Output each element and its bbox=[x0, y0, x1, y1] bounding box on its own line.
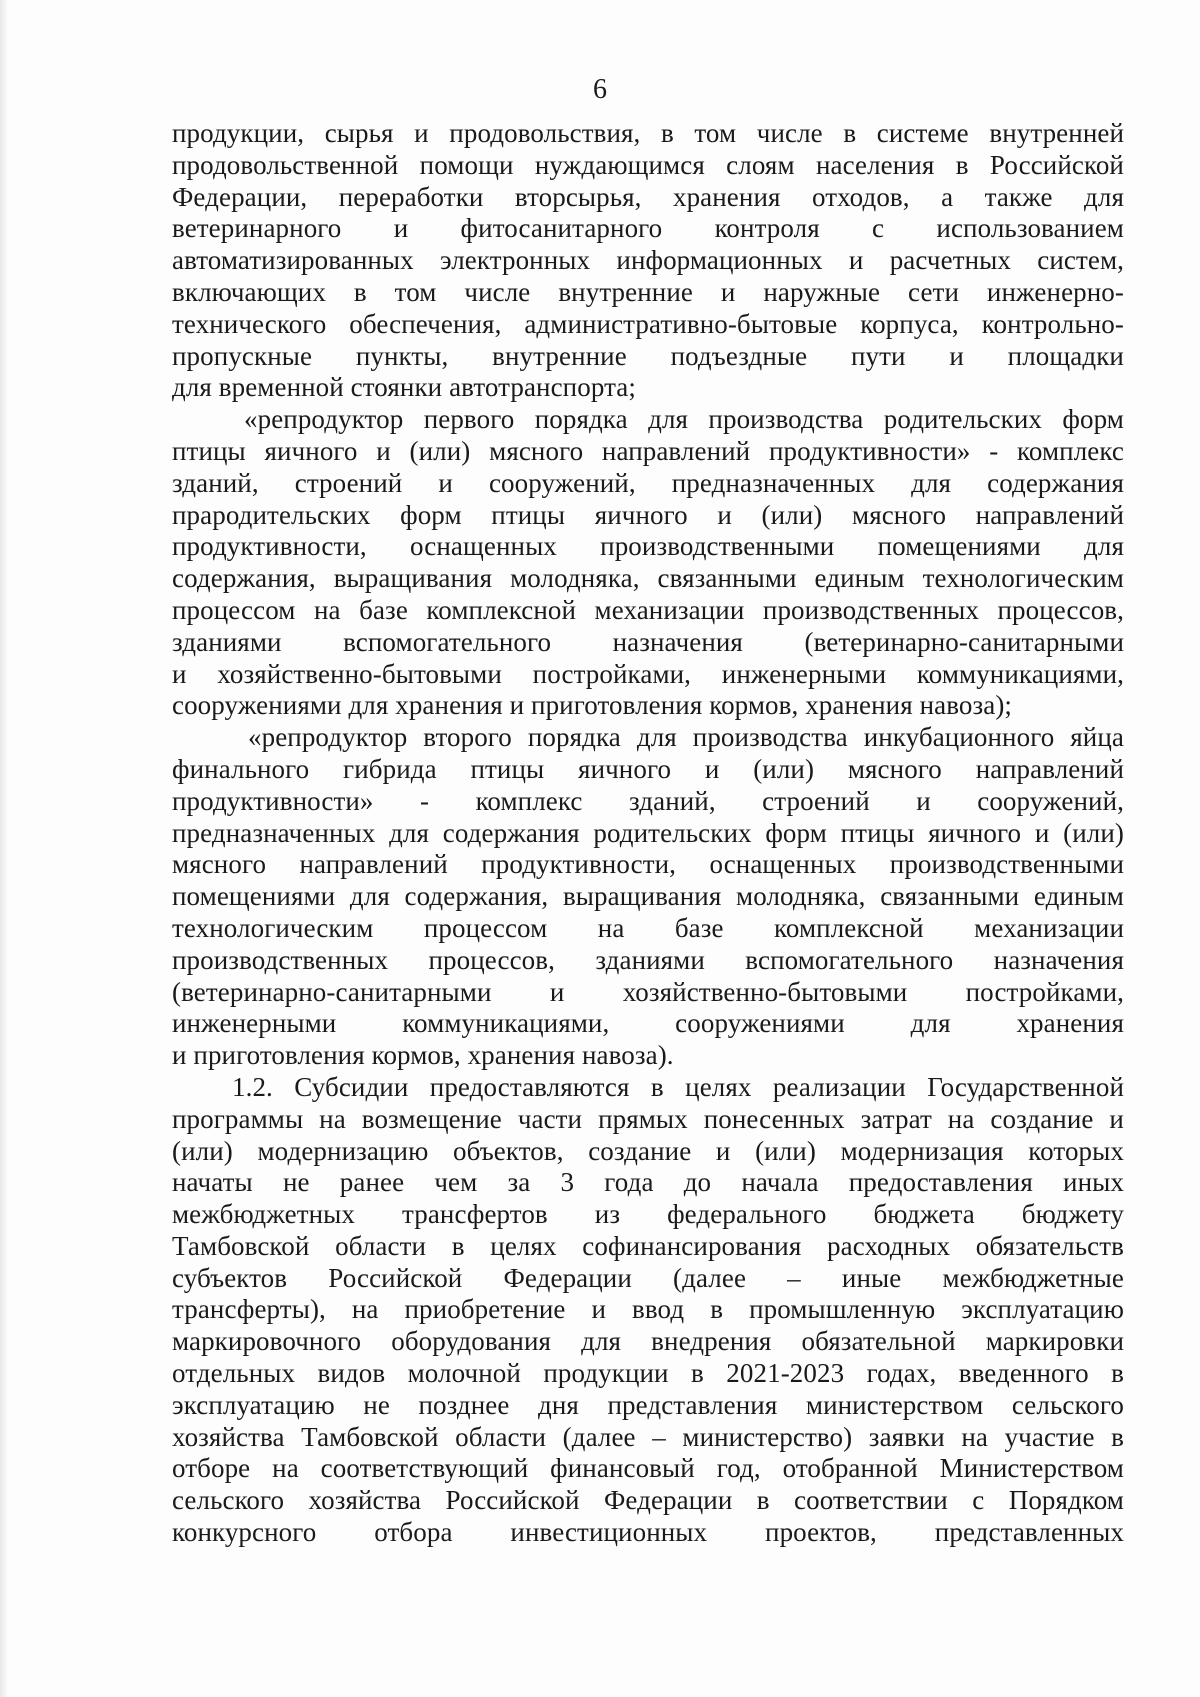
text-line: предназначенных для содержания родительских форм птицы яичного и (или) bbox=[172, 817, 1124, 848]
text-line: технологическим процессом на базе комплексной механизации bbox=[172, 912, 1124, 943]
text-line: продукции, сырья и продовольствия, в том числе в системе внутренней bbox=[172, 118, 1124, 148]
text-line: для временной стоянки автотранспорта; bbox=[172, 372, 636, 403]
text-line: пропускные пункты, внутренние подъездные пути и площадки bbox=[172, 340, 1124, 371]
text-line: 1.2. Субсидии предоставляются в целях реализации Государственной bbox=[232, 1071, 1124, 1102]
text-line: продуктивности, оснащенных производственными помещениями для bbox=[172, 531, 1124, 562]
text-line: и хозяйственно-бытовыми постройками, инженерными коммуникациями, bbox=[172, 658, 1124, 689]
text-line: эксплуатацию не позднее дня представления министерством сельского bbox=[172, 1389, 1124, 1420]
text-line: содержания, выращивания молодняка, связанными единым технологическим bbox=[172, 563, 1124, 594]
text-line: сельского хозяйства Российской Федерации в соответствии с Порядком bbox=[172, 1485, 1124, 1516]
text-line: помещениями для содержания, выращивания молодняка, связанными единым bbox=[172, 881, 1124, 912]
text-line: птицы яичного и (или) мясного направлений продуктивности» - комплекс bbox=[172, 435, 1124, 466]
text-line: субъектов Российской Федерации (далее – иные межбюджетные bbox=[172, 1262, 1124, 1293]
text-line: трансферты), на приобретение и ввод в промышленную эксплуатацию bbox=[172, 1294, 1124, 1325]
text-line: технического обеспечения, административно-бытовые корпуса, контрольно- bbox=[172, 308, 1124, 339]
text-line: финального гибрида птицы яичного и (или) мясного направлений bbox=[172, 753, 1124, 784]
text-line: межбюджетных трансфертов из федерального бюджета бюджету bbox=[172, 1199, 1124, 1230]
text-line: автоматизированных электронных информационных и расчетных систем, bbox=[172, 245, 1124, 276]
paragraph-1-2-subsidies bbox=[172, 1072, 1124, 1549]
text-line: процессом на базе комплексной механизации производственных процессов, bbox=[172, 594, 1124, 625]
text-line: производственных процессов, зданиями вспомогательного назначения bbox=[172, 944, 1124, 975]
paragraph-reproducer-second-order bbox=[172, 722, 1124, 1072]
text-line: ветеринарного и фитосанитарного контроля с использованием bbox=[172, 213, 1124, 244]
text-line: и приготовления кормов, хранения навоза). bbox=[172, 1040, 674, 1071]
text-line: Федерации, переработки вторсырья, хранения отходов, а также для bbox=[172, 181, 1124, 212]
paragraph-reproducer-first-order bbox=[172, 404, 1124, 722]
text-line: «репродуктор второго порядка для производства инкубационного яйца bbox=[248, 722, 1124, 753]
page-number: 6 bbox=[593, 74, 607, 105]
text-line: (ветеринарно-санитарными и хозяйственно-бытовыми постройками, bbox=[172, 976, 1124, 1007]
text-line: хозяйства Тамбовской области (далее – министерство) заявки на участие в bbox=[172, 1421, 1124, 1452]
text-line: зданиями вспомогательного назначения (ветеринарно-санитарными bbox=[172, 626, 1124, 657]
text-line: прародительских форм птицы яичного и (или) мясного направлений bbox=[172, 499, 1124, 530]
text-line: инженерными коммуникациями, сооружениями для хранения bbox=[172, 1008, 1124, 1039]
text-line: продуктивности» - комплекс зданий, строений и сооружений, bbox=[172, 785, 1124, 816]
text-line: зданий, строений и сооружений, предназначенных для содержания bbox=[172, 467, 1124, 498]
scan-edge-shadow bbox=[0, 0, 8, 1697]
text-line: отдельных видов молочной продукции в 2021-2023 годах, введенного в bbox=[172, 1358, 1124, 1389]
text-line: мясного направлений продуктивности, оснащенных производственными bbox=[172, 849, 1124, 880]
text-line: «репродуктор первого порядка для производства родительских форм bbox=[244, 404, 1124, 435]
paragraph-definitions-continued bbox=[172, 118, 1124, 404]
text-line: программы на возмещение части прямых понесенных затрат на создание и bbox=[172, 1103, 1124, 1134]
text-line: (или) модернизацию объектов, создание и (или) модернизация которых bbox=[172, 1135, 1124, 1166]
text-line: продовольственной помощи нуждающимся слоям населения в Российской bbox=[172, 149, 1124, 180]
text-line: включающих в том числе внутренние и наружные сети инженерно- bbox=[172, 276, 1124, 307]
text-line: маркировочного оборудования для внедрения обязательной маркировки bbox=[172, 1326, 1124, 1357]
text-line: Тамбовской области в целях софинансирования расходных обязательств bbox=[172, 1230, 1124, 1261]
text-line: сооружениями для хранения и приготовления кормов, хранения навоза); bbox=[172, 690, 1013, 721]
text-line: начаты не ранее чем за 3 года до начала предоставления иных bbox=[172, 1167, 1124, 1198]
text-line: отборе на соответствующий финансовый год, отобранной Министерством bbox=[172, 1453, 1124, 1484]
document-body bbox=[172, 118, 1124, 1549]
text-line: конкурсного отбора инвестиционных проектов, представленных bbox=[172, 1517, 1124, 1548]
